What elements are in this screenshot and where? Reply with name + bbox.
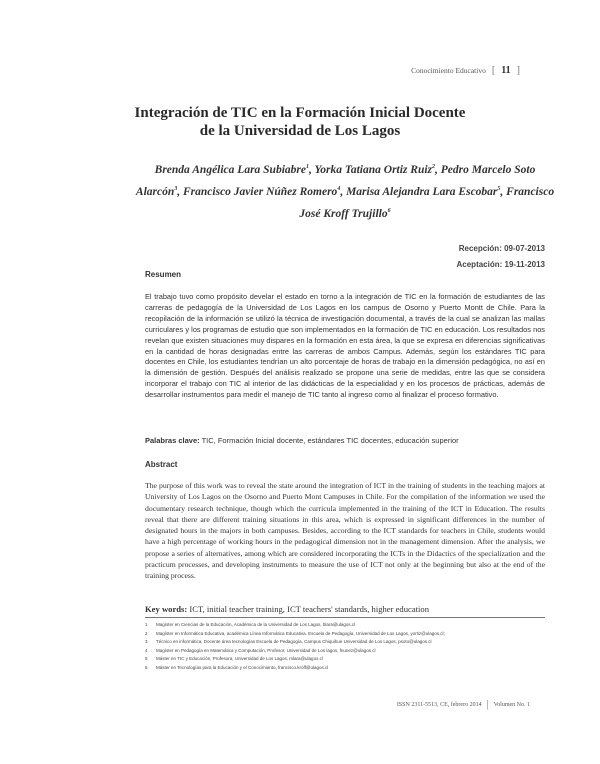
key-words-label: Key words: xyxy=(145,604,188,614)
acceptance-date: Aceptación: 19-11-2013 xyxy=(456,260,545,269)
author-ref: 1 xyxy=(305,164,309,170)
footnote xyxy=(145,664,545,673)
author-name: Francisco Javier Núñez Romero xyxy=(183,185,338,198)
footnote-number: 6 xyxy=(145,664,148,670)
header-divider: [ xyxy=(491,65,496,76)
footnote xyxy=(145,638,545,647)
title-line-1: Integración de TIC en la Formación Inicial Docente xyxy=(134,105,466,121)
palabras-clave-text: TIC, Formación Inicial docente, estándares TIC docentes, educación superior xyxy=(201,436,459,445)
header-divider-right: ] xyxy=(516,65,520,76)
footnote xyxy=(145,630,545,639)
reception-date: Recepción: 09-07-2013 xyxy=(458,244,545,253)
author-name: Pedro Marcelo Soto Alarcón xyxy=(135,163,536,198)
author-ref: 3 xyxy=(174,185,178,192)
journal-name: Conocimiento Educativo xyxy=(411,66,486,75)
author-name: Yorka Tatiana Ortiz Ruiz xyxy=(314,163,433,176)
footnote-number: 1 xyxy=(145,622,148,627)
footnote-text: Magíster en Ciencias de la Educación, Académica de la Universidad de Los Lagos, blara@ulagos.cl xyxy=(156,622,356,627)
footnote-number: 2 xyxy=(145,630,148,636)
page-footer xyxy=(397,699,530,710)
footnote-text: Máster en Tecnologías para la Educación y el Conocimiento, francisco.kroff@ulagos.cl xyxy=(156,664,329,670)
footnote-number: 5 xyxy=(145,656,148,662)
footnote xyxy=(145,647,545,656)
abstract-heading: Abstract xyxy=(145,460,178,469)
footnotes xyxy=(145,621,545,673)
footnote-number: 4 xyxy=(145,647,148,653)
resumen-heading: Resumen xyxy=(145,270,182,279)
page-number: 11 xyxy=(501,65,511,76)
abstract-text: The purpose of this work was to reveal the state around the integration of ICT in the training of students in the teaching majors at University of Los Lagos on the Osorno and Puerto Mont Campuses in Chile. For the compilation of the information we used the documentary research technique, though which the curricula implemented in the training of the ICT in Education. The results reveal that there are different training situations in this area, which is expressed in significant differences in the number of designated hours in the majors in both campuses. Besides, according to the ICT standards for teachers in Chile, students would have a high percentage of working hours in the pedagogical dimension not in the management dimension. After the analysis, we propose a series of alternatives, among which are considered incorporating the ICTs in the Didactics of the specialization and the practicum processes, and developing instruments to measure the use of ICT not only at the beginning but also at the end of the training process. xyxy=(145,481,545,581)
author-list: Brenda Angélica Lara Subiabre$^1$, Yorka Tatiana Ortiz Ruiz$^2$, Pedro Marcelo Soto Alarcón$^3$, Francisco Javier Núñez Romero$^4$, Marisa Alejandra Lara Escobar$^5$, Francisco José Kroff Trujillo$^6$ xyxy=(135,163,555,220)
running-header xyxy=(411,65,520,76)
footnote-text: Máster en TIC y Educación, Profesora, Universidad de Los Lagos, mlara@ulagos.cl xyxy=(156,656,323,662)
footer-divider: | xyxy=(486,699,489,710)
footnote-text: Magíster en Informática Educativa, académica Línea Informática Educativa. Escuela de Pedagogía, Universidad de Los Lagos, yortiz@ulagos.cl; xyxy=(156,630,445,636)
dates-block xyxy=(457,241,546,273)
footnote xyxy=(145,655,545,664)
footnote-rule xyxy=(145,617,545,618)
resumen-text: El trabajo tuvo como propósito develar el estado en torno a la integración de TIC en la formación de estudiantes de las carreras de pedagogía de la Universidad de Los Lagos en los campus de Osorno y Puerto Montt de Chile. Para la recopilación de la información se utilizó la técnica de investigación documental, a través de la cual se analizan las mallas curriculares y los programas de estudio que son implementados en la formación de TIC en educación. Los resultados nos revelan que existen situaciones muy dispares en la formación en esta área, la que se expresa en diferencias significativas en la cantidad de horas designadas entre las carreras de ambos Campus. Además, según los estándares TIC para docentes en Chile, los estudiantes tendrían un alto porcentaje de horas de trabajo en la dimensión pedagógica, no así en la dimensión de gestión. Después del análisis realizado se propone una serie de medidas, entre las que se considera incorporar el trabajo con TIC al interior de las didácticas de la especialidad y en los procesos de prácticas, además de desarrollar instrumentos para medir el manejo de TIC tanto al ingreso como al finalizar el proceso formativo. xyxy=(145,292,545,400)
author-ref: 4 xyxy=(337,185,341,192)
title-line-2: de la Universidad de Los Lagos xyxy=(199,123,401,139)
author-ref: 6 xyxy=(387,207,391,214)
author-name: Marisa Alejandra Lara Escobar xyxy=(346,185,498,198)
author-name: Francisco José Kroff Trujillo xyxy=(299,185,555,220)
author-ref: 5 xyxy=(497,185,501,192)
volume-text: Volumen No. 1 xyxy=(493,701,530,708)
footnote-text: Magíster en Pedagogía en Matemática y Computación, Profesor, Universidad de Los lagos, fnunez@ulagos.cl xyxy=(156,647,376,653)
key-words-text: ICT, initial teacher training, ICT teachers' standards, higher education xyxy=(189,604,430,614)
author-ref: 2 xyxy=(432,164,436,170)
footnote-text: Técnico en informática, Docente área tecnologías Escuela de Pedagogía, Campus Chiquihue Universidad de Los Lagos, psoto@ulagos.cl xyxy=(156,639,432,645)
article-title xyxy=(0,104,600,140)
author-name: Brenda Angélica Lara Subiabre xyxy=(154,163,306,176)
palabras-clave xyxy=(145,436,545,445)
footnote-number: 3 xyxy=(145,639,148,645)
key-words xyxy=(145,604,545,614)
footnote xyxy=(145,621,545,630)
palabras-clave-label: Palabras clave: xyxy=(145,436,200,445)
issn-text: ISSN 2311-5513, CE, febrero 2014 xyxy=(396,701,482,708)
